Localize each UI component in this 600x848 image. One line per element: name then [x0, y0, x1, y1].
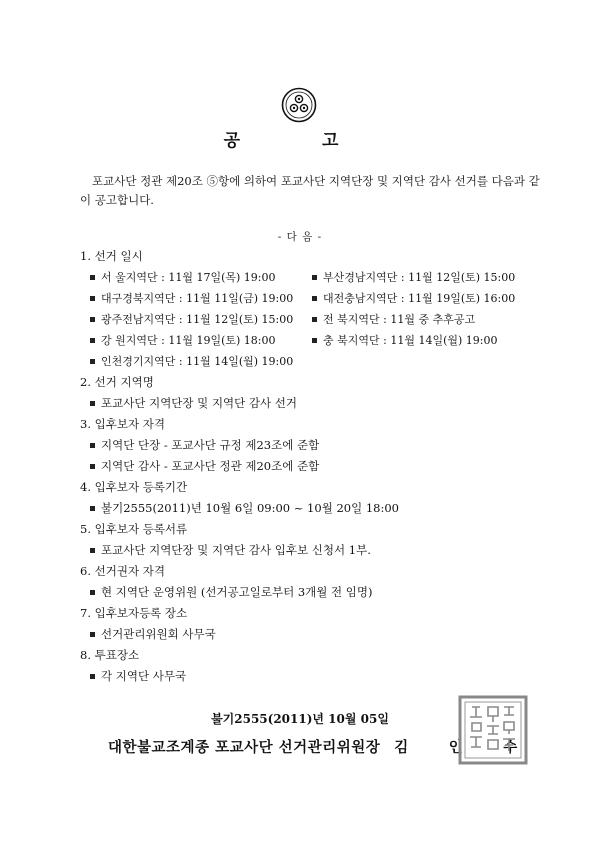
section-voter-qualification [80, 561, 540, 603]
signature-name-char: 인 [448, 739, 464, 756]
section-heading: 2. 선거 지역명 [80, 375, 154, 389]
square-bullet-icon [90, 338, 95, 343]
square-bullet-icon [312, 338, 317, 343]
square-bullet-icon [90, 443, 95, 448]
section-heading: 1. 선거 일시 [80, 249, 143, 263]
square-bullet-icon [90, 506, 95, 511]
section-election-region [80, 372, 540, 414]
schedule-item: 인천경기지역단 : 11월 14일(월) 19:00 [90, 351, 312, 372]
square-bullet-icon [90, 275, 95, 280]
square-bullet-icon [90, 632, 95, 637]
section-heading: 7. 입후보자등록 장소 [80, 606, 188, 620]
issue-date: 불기2555(2011)년 10월 05일 [211, 712, 389, 726]
section-election-schedule [80, 246, 540, 372]
section-heading: 5. 입후보자 등록서류 [80, 522, 188, 536]
list-item: 선거관리위원회 사무국 [90, 624, 540, 645]
list-item: 불기2555(2011)년 10월 6일 09:00 ~ 10월 20일 18:00 [90, 498, 540, 519]
official-seal-icon [458, 695, 528, 765]
square-bullet-icon [90, 590, 95, 595]
list-item: 지역단 감사 - 포교사단 정관 제20조에 준함 [90, 456, 540, 477]
signature-name-char: 김 [394, 739, 409, 756]
section-candidate-qualification [80, 414, 540, 477]
schedule-item: 강 원지역단 : 11월 19일(토) 18:00 [90, 330, 312, 351]
section-registration-place [80, 603, 540, 645]
list-item: 각 지역단 사무국 [90, 666, 540, 687]
square-bullet-icon [90, 674, 95, 679]
sections-list [80, 246, 540, 687]
section-heading: 6. 선거권자 자격 [80, 564, 165, 578]
schedule-item: 광주전남지역단 : 11월 12일(토) 15:00 [90, 309, 312, 330]
list-item: 지역단 단장 - 포교사단 규정 제23조에 준함 [90, 435, 540, 456]
schedule-item: 전 북지역단 : 11월 중 추후공고 [312, 309, 542, 330]
section-heading: 3. 입후보자 자격 [80, 417, 165, 431]
signature-line [108, 736, 518, 757]
details-subheading: - 다 음 - [277, 231, 323, 243]
schedule-grid [90, 267, 540, 372]
dharma-wheel-emblem-icon [281, 87, 317, 123]
square-bullet-icon [312, 275, 317, 280]
list-item: 현 지역단 운영위원 (선거공고일로부터 3개월 전 임명) [90, 582, 540, 603]
square-bullet-icon [90, 401, 95, 406]
schedule-item: 대전충남지역단 : 11월 19일(토) 16:00 [312, 288, 542, 309]
schedule-item: 부산경남지역단 : 11월 12일(토) 15:00 [312, 267, 542, 288]
section-voting-place [80, 645, 540, 687]
square-bullet-icon [90, 548, 95, 553]
section-heading: 8. 투표장소 [80, 648, 140, 662]
square-bullet-icon [90, 359, 95, 364]
square-bullet-icon [90, 296, 95, 301]
list-item: 포교사단 지역단장 및 지역단 감사 입후보 신청서 1부. [90, 540, 540, 561]
schedule-item: 대구경북지역단 : 11월 11일(금) 19:00 [90, 288, 312, 309]
square-bullet-icon [312, 317, 317, 322]
signature-organization: 대한불교조계종 포교사단 선거관리위원장 [108, 739, 381, 756]
square-bullet-icon [90, 317, 95, 322]
section-heading: 4. 입후보자 등록기간 [80, 480, 188, 494]
schedule-item: 서 울지역단 : 11월 17일(목) 19:00 [90, 267, 312, 288]
square-bullet-icon [90, 464, 95, 469]
section-registration-period [80, 477, 540, 519]
schedule-item: 충 북지역단 : 11월 14일(월) 19:00 [312, 330, 542, 351]
notice-title: 공 고 [223, 131, 377, 151]
intro-paragraph: 포교사단 정관 제20조 ⑤항에 의하여 포교사단 지역단장 및 지역단 감사 선거를 다음과 같이 공고합니다. [80, 174, 540, 207]
list-item: 포교사단 지역단장 및 지역단 감사 선거 [90, 393, 540, 414]
section-registration-documents [80, 519, 540, 561]
signature-name-char: 수 [503, 739, 518, 756]
square-bullet-icon [312, 296, 317, 301]
